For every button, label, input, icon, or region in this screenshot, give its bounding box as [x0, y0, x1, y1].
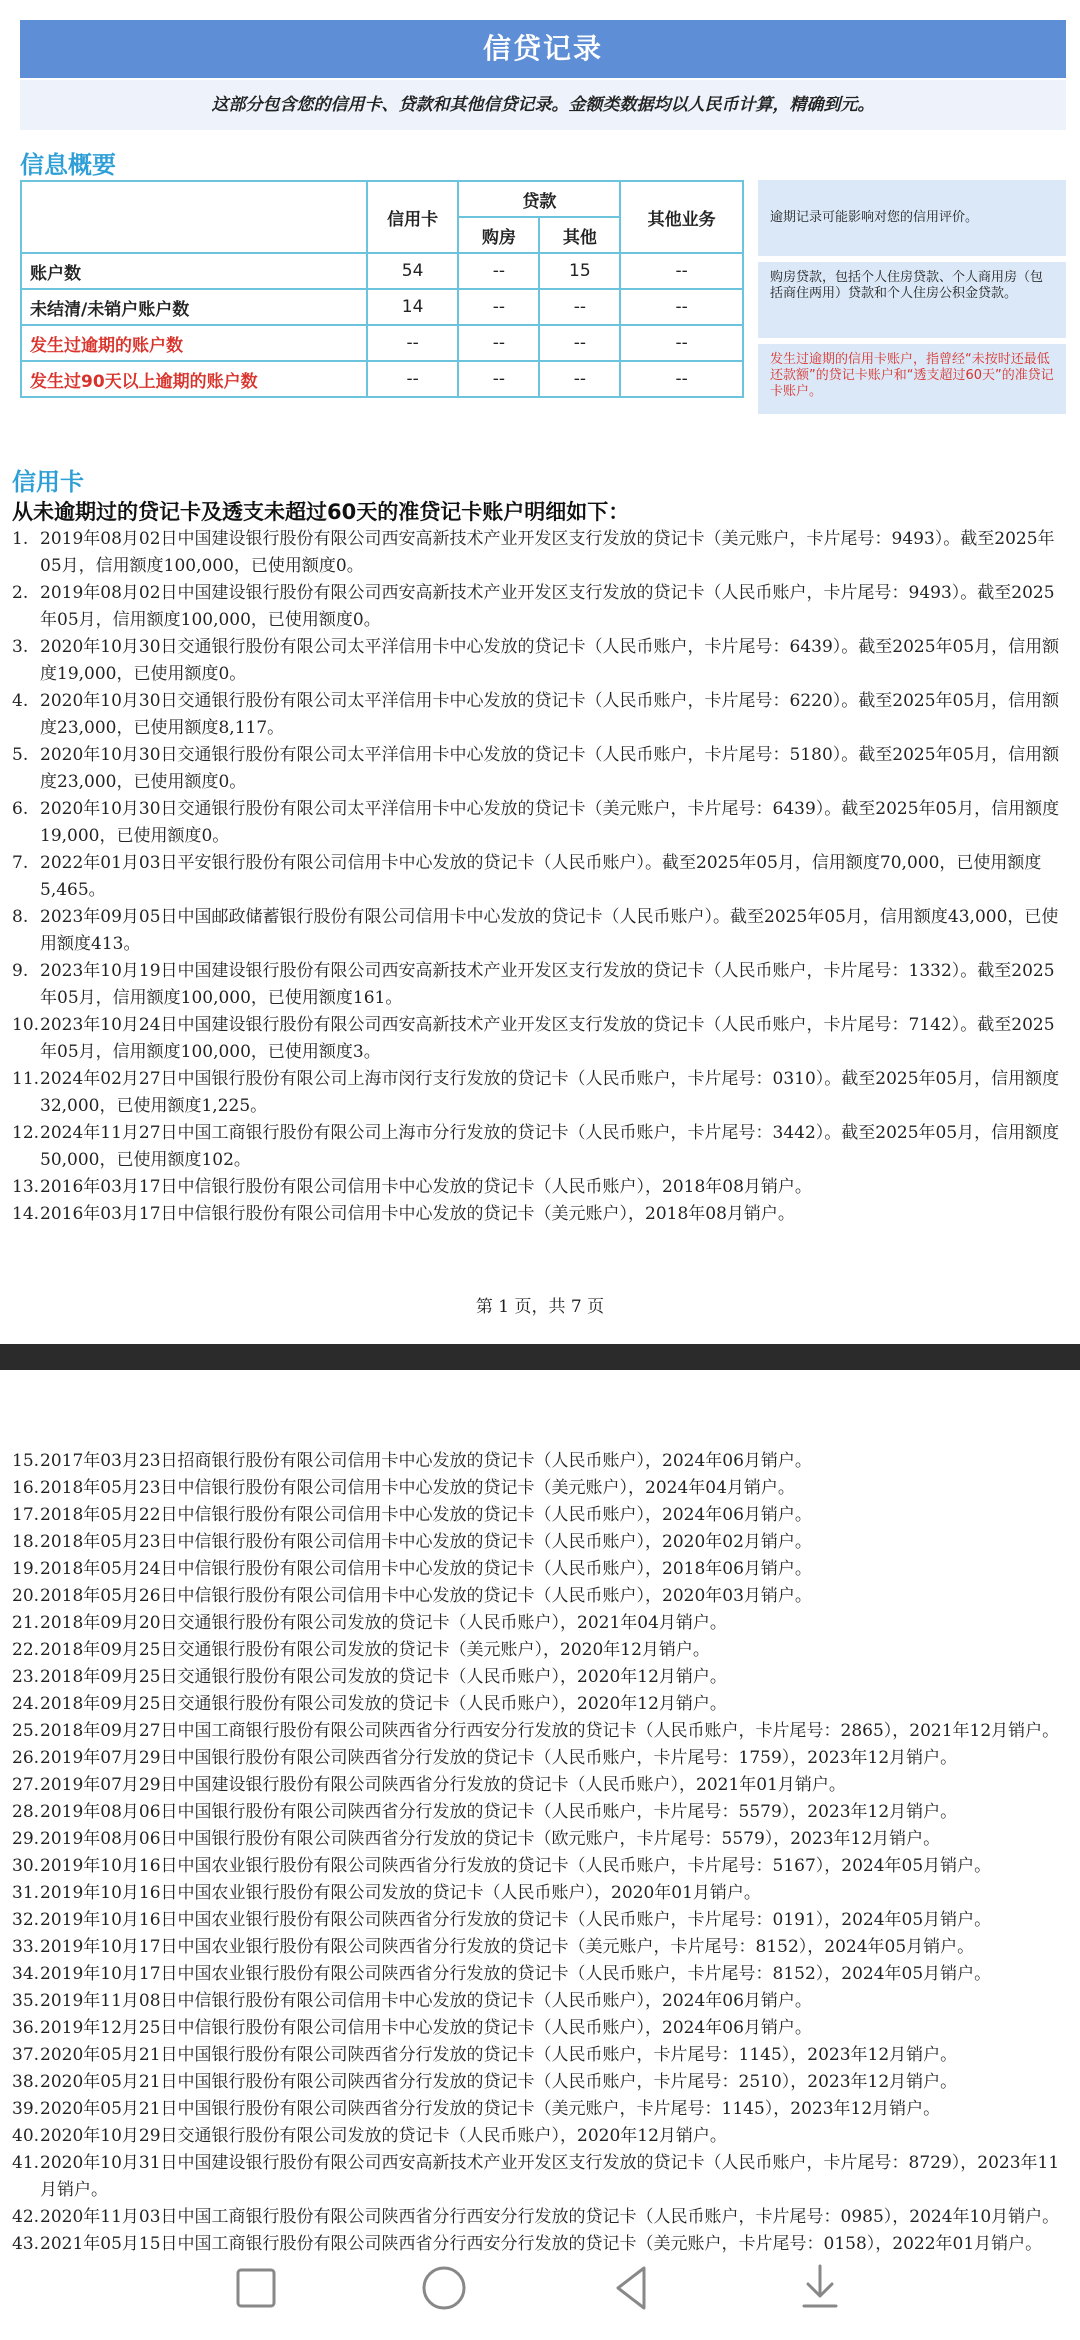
item-text: 2018年09月25日交通银行股份有限公司发放的贷记卡（人民币账户），2020年12月销户。	[40, 1667, 727, 1687]
list-item	[12, 796, 1068, 850]
item-number: 13.	[12, 1177, 40, 1197]
list-item	[12, 1583, 1068, 1610]
item-text: 2018年05月23日中信银行股份有限公司信用卡中心发放的贷记卡（人民币账户），2020年02月销户。	[40, 1532, 812, 1552]
download-icon[interactable]	[792, 2260, 848, 2316]
circle-icon[interactable]	[416, 2260, 472, 2316]
item-number: 22.	[12, 1640, 40, 1660]
item-number: 32.	[12, 1910, 40, 1930]
item-text: 2020年05月21日中国银行股份有限公司陕西省分行发放的贷记卡（人民币账户，卡片尾号：2510），2023年12月销户。	[40, 2072, 958, 2092]
item-text: 2019年07月29日中国银行股份有限公司陕西省分行发放的贷记卡（人民币账户，卡片尾号：1759），2023年12月销户。	[40, 1748, 958, 1768]
list-item	[12, 1201, 1068, 1228]
overview-table	[20, 180, 744, 398]
list-item	[12, 688, 1068, 742]
credit-card-heading: 从未逾期过的贷记卡及透支未超过60天的准贷记卡账户明细如下：	[12, 500, 630, 524]
item-number: 6.	[12, 799, 29, 819]
page-divider	[0, 1344, 1080, 1370]
list-item	[12, 634, 1068, 688]
note-overdue-impact: 逾期记录可能影响对您的信用评价。	[758, 180, 1066, 256]
cell-home: --	[458, 253, 539, 289]
col-credit-card: 信用卡	[367, 181, 458, 253]
list-item	[12, 1664, 1068, 1691]
list-item	[12, 2015, 1068, 2042]
item-number: 3.	[12, 637, 29, 657]
list-item	[12, 1880, 1068, 1907]
item-text: 2018年09月25日交通银行股份有限公司发放的贷记卡（人民币账户），2020年12月销户。	[40, 1694, 727, 1714]
item-text: 2019年08月06日中国银行股份有限公司陕西省分行发放的贷记卡（欧元账户，卡片尾号：5579），2023年12月销户。	[40, 1829, 941, 1849]
col-loan: 贷款	[458, 181, 620, 217]
list-item	[12, 1637, 1068, 1664]
item-text: 2019年08月02日中国建设银行股份有限公司西安高新技术产业开发区支行发放的贷记卡（人民币账户，卡片尾号：9493）。截至2025年05月，信用额度100,000，已使用额度0。	[40, 583, 1055, 630]
item-text: 2018年05月22日中信银行股份有限公司信用卡中心发放的贷记卡（人民币账户），2024年06月销户。	[40, 1505, 812, 1525]
item-text: 2019年08月06日中国银行股份有限公司陕西省分行发放的贷记卡（人民币账户，卡片尾号：5579），2023年12月销户。	[40, 1802, 958, 1822]
item-number: 26.	[12, 1748, 40, 1768]
col-other-business: 其他业务	[620, 181, 743, 253]
list-item	[12, 1988, 1068, 2015]
list-item	[12, 2123, 1068, 2150]
item-text: 2023年10月24日中国建设银行股份有限公司西安高新技术产业开发区支行发放的贷记卡（人民币账户，卡片尾号：7142）。截至2025年05月，信用额度100,000，已使用额度3。	[40, 1015, 1055, 1062]
item-number: 43.	[12, 2234, 40, 2254]
item-number: 11.	[12, 1069, 40, 1089]
list-item	[12, 1012, 1068, 1066]
list-item	[12, 1961, 1068, 1988]
item-text: 2020年10月30日交通银行股份有限公司太平洋信用卡中心发放的贷记卡（人民币账户，卡片尾号：5180）。截至2025年05月，信用额度23,000，已使用额度0。	[40, 745, 1060, 792]
cell-cc: 54	[367, 253, 458, 289]
list-item	[12, 1174, 1068, 1201]
cell-other: --	[539, 289, 620, 325]
credit-card-title: 信用卡	[12, 468, 84, 496]
item-number: 17.	[12, 1505, 40, 1525]
item-number: 18.	[12, 1532, 40, 1552]
item-text: 2018年05月26日中信银行股份有限公司信用卡中心发放的贷记卡（人民币账户），2020年03月销户。	[40, 1586, 812, 1606]
table-corner	[21, 181, 367, 253]
item-text: 2016年03月17日中信银行股份有限公司信用卡中心发放的贷记卡（人民币账户），2018年08月销户。	[40, 1177, 812, 1197]
system-nav-bar	[0, 2232, 1080, 2340]
cell-biz: --	[620, 325, 743, 361]
list-item	[12, 2150, 1068, 2204]
item-text: 2021年05月15日中国工商银行股份有限公司陕西省分行西安分行发放的贷记卡（美元账户，卡片尾号：0158），2022年01月销户。	[40, 2234, 1043, 2254]
list-item	[12, 1691, 1068, 1718]
list-item	[12, 1718, 1068, 1745]
item-number: 29.	[12, 1829, 40, 1849]
item-text: 2020年10月29日交通银行股份有限公司发放的贷记卡（人民币账户），2020年12月销户。	[40, 2126, 727, 2146]
list-item	[12, 1826, 1068, 1853]
overview-title: 信息概要	[20, 151, 116, 179]
item-text: 2023年09月05日中国邮政储蓄银行股份有限公司信用卡中心发放的贷记卡（人民币账户）。截至2025年05月，信用额度43,000，已使用额度413。	[40, 907, 1059, 954]
item-number: 39.	[12, 2099, 40, 2119]
item-text: 2019年10月16日中国农业银行股份有限公司发放的贷记卡（人民币账户），2020年01月销户。	[40, 1883, 761, 1903]
item-number: 21.	[12, 1613, 40, 1633]
item-text: 2019年07月29日中国建设银行股份有限公司陕西省分行发放的贷记卡（人民币账户），2021年01月销户。	[40, 1775, 846, 1795]
item-text: 2020年10月30日交通银行股份有限公司太平洋信用卡中心发放的贷记卡（美元账户，卡片尾号：6439）。截至2025年05月，信用额度19,000，已使用额度0。	[40, 799, 1060, 846]
list-item	[12, 2069, 1068, 2096]
cell-other: 15	[539, 253, 620, 289]
list-item	[12, 1934, 1068, 1961]
list-item	[12, 1556, 1068, 1583]
table-row	[21, 253, 743, 289]
item-number: 34.	[12, 1964, 40, 1984]
item-number: 23.	[12, 1667, 40, 1687]
item-text: 2017年03月23日招商银行股份有限公司信用卡中心发放的贷记卡（人民币账户），2024年06月销户。	[40, 1451, 812, 1471]
list-item	[12, 1799, 1068, 1826]
item-number: 30.	[12, 1856, 40, 1876]
cell-cc: --	[367, 361, 458, 397]
table-row	[21, 361, 743, 397]
item-number: 19.	[12, 1559, 40, 1579]
list-item	[12, 580, 1068, 634]
item-text: 2018年05月23日中信银行股份有限公司信用卡中心发放的贷记卡（美元账户），2024年04月销户。	[40, 1478, 795, 1498]
item-number: 16.	[12, 1478, 40, 1498]
item-number: 7.	[12, 853, 29, 873]
item-number: 14.	[12, 1204, 40, 1224]
credit-card-list-page1	[12, 526, 1068, 1228]
list-item	[12, 1745, 1068, 1772]
item-number: 8.	[12, 907, 29, 927]
list-item	[12, 958, 1068, 1012]
table-row	[21, 325, 743, 361]
list-item	[12, 2042, 1068, 2069]
item-text: 2019年12月25日中信银行股份有限公司信用卡中心发放的贷记卡（人民币账户），2024年06月销户。	[40, 2018, 812, 2038]
triangle-back-icon[interactable]	[604, 2260, 660, 2316]
item-text: 2023年10月19日中国建设银行股份有限公司西安高新技术产业开发区支行发放的贷记卡（人民币账户，卡片尾号：1332）。截至2025年05月，信用额度100,000，已使用额度161。	[40, 961, 1055, 1008]
section-subtitle: 这部分包含您的信用卡、贷款和其他信贷记录。金额类数据均以人民币计算，精确到元。	[20, 80, 1066, 130]
list-item	[12, 1120, 1068, 1174]
row-label: 发生过90天以上逾期的账户数	[21, 361, 367, 397]
item-text: 2022年01月03日平安银行股份有限公司信用卡中心发放的贷记卡（人民币账户）。截至2025年05月，信用额度70,000，已使用额度5,465。	[40, 853, 1042, 900]
item-number: 15.	[12, 1451, 40, 1471]
cell-biz: --	[620, 253, 743, 289]
table-row	[21, 289, 743, 325]
item-text: 2016年03月17日中信银行股份有限公司信用卡中心发放的贷记卡（美元账户），2018年08月销户。	[40, 1204, 795, 1224]
col-loan-home: 购房	[458, 217, 539, 253]
list-item	[12, 1907, 1068, 1934]
overview-notes	[758, 180, 1066, 420]
item-text: 2024年11月27日中国工商银行股份有限公司上海市分行发放的贷记卡（人民币账户，卡片尾号：3442）。截至2025年05月，信用额度50,000，已使用额度102。	[40, 1123, 1060, 1170]
item-number: 24.	[12, 1694, 40, 1714]
square-icon[interactable]	[228, 2260, 284, 2316]
item-text: 2019年10月16日中国农业银行股份有限公司陕西省分行发放的贷记卡（人民币账户，卡片尾号：0191），2024年05月销户。	[40, 1910, 992, 1930]
item-number: 33.	[12, 1937, 40, 1957]
item-text: 2020年05月21日中国银行股份有限公司陕西省分行发放的贷记卡（人民币账户，卡片尾号：1145），2023年12月销户。	[40, 2045, 958, 2065]
row-label: 账户数	[21, 253, 367, 289]
list-item	[12, 850, 1068, 904]
list-item	[12, 1066, 1068, 1120]
item-text: 2018年09月27日中国工商银行股份有限公司陕西省分行西安分行发放的贷记卡（人民币账户，卡片尾号：2865），2021年12月销户。	[40, 1721, 1060, 1741]
item-number: 20.	[12, 1586, 40, 1606]
note-home-loan: 购房贷款，包括个人住房贷款、个人商用房（包括商住两用）贷款和个人住房公积金贷款。	[758, 262, 1066, 338]
list-item	[12, 904, 1068, 958]
item-text: 2019年10月16日中国农业银行股份有限公司陕西省分行发放的贷记卡（人民币账户，卡片尾号：5167），2024年05月销户。	[40, 1856, 992, 1876]
cell-home: --	[458, 289, 539, 325]
credit-card-list-page2	[12, 1448, 1068, 2258]
list-item	[12, 526, 1068, 580]
item-number: 35.	[12, 1991, 40, 2011]
item-text: 2019年11月08日中信银行股份有限公司信用卡中心发放的贷记卡（人民币账户），2024年06月销户。	[40, 1991, 812, 2011]
col-loan-other: 其他	[539, 217, 620, 253]
item-number: 40.	[12, 2126, 40, 2146]
page-number: 第 1 页，共 7 页	[475, 1297, 605, 1317]
cell-home: --	[458, 361, 539, 397]
item-number: 36.	[12, 2018, 40, 2038]
cell-biz: --	[620, 361, 743, 397]
item-text: 2018年05月24日中信银行股份有限公司信用卡中心发放的贷记卡（人民币账户），2018年06月销户。	[40, 1559, 812, 1579]
list-item	[12, 1448, 1068, 1475]
section-banner: 信贷记录	[20, 20, 1066, 78]
list-item	[12, 2096, 1068, 2123]
item-number: 12.	[12, 1123, 40, 1143]
item-number: 9.	[12, 961, 29, 981]
item-number: 41.	[12, 2153, 40, 2173]
item-text: 2019年10月17日中国农业银行股份有限公司陕西省分行发放的贷记卡（美元账户，卡片尾号：8152），2024年05月销户。	[40, 1937, 975, 1957]
item-text: 2024年02月27日中国银行股份有限公司上海市闵行支行发放的贷记卡（人民币账户，卡片尾号：0310）。截至2025年05月，信用额度32,000，已使用额度1,225。	[40, 1069, 1060, 1116]
item-number: 31.	[12, 1883, 40, 1903]
list-item	[12, 1529, 1068, 1556]
list-item	[12, 742, 1068, 796]
list-item	[12, 1475, 1068, 1502]
item-number: 1.	[12, 529, 29, 549]
item-number: 37.	[12, 2045, 40, 2065]
item-text: 2020年11月03日中国工商银行股份有限公司陕西省分行西安分行发放的贷记卡（人民币账户，卡片尾号：0985），2024年10月销户。	[40, 2207, 1060, 2227]
item-text: 2018年09月25日交通银行股份有限公司发放的贷记卡（美元账户），2020年12月销户。	[40, 1640, 710, 1660]
list-item	[12, 2204, 1068, 2231]
item-number: 10.	[12, 1015, 40, 1035]
item-text: 2020年10月30日交通银行股份有限公司太平洋信用卡中心发放的贷记卡（人民币账户，卡片尾号：6439）。截至2025年05月，信用额度19,000，已使用额度0。	[40, 637, 1060, 684]
item-number: 27.	[12, 1775, 40, 1795]
item-number: 5.	[12, 745, 29, 765]
item-text: 2018年09月20日交通银行股份有限公司发放的贷记卡（人民币账户），2021年04月销户。	[40, 1613, 727, 1633]
item-number: 38.	[12, 2072, 40, 2092]
cell-other: --	[539, 361, 620, 397]
item-number: 2.	[12, 583, 29, 603]
cell-cc: 14	[367, 289, 458, 325]
item-number: 42.	[12, 2207, 40, 2227]
item-text: 2020年05月21日中国银行股份有限公司陕西省分行发放的贷记卡（美元账户，卡片尾号：1145），2023年12月销户。	[40, 2099, 941, 2119]
cell-biz: --	[620, 289, 743, 325]
list-item	[12, 1502, 1068, 1529]
cell-cc: --	[367, 325, 458, 361]
item-text: 2019年10月17日中国农业银行股份有限公司陕西省分行发放的贷记卡（人民币账户，卡片尾号：8152），2024年05月销户。	[40, 1964, 992, 1984]
list-item	[12, 1853, 1068, 1880]
item-text: 2020年10月30日交通银行股份有限公司太平洋信用卡中心发放的贷记卡（人民币账户，卡片尾号：6220）。截至2025年05月，信用额度23,000，已使用额度8,117。	[40, 691, 1060, 738]
item-text: 2019年08月02日中国建设银行股份有限公司西安高新技术产业开发区支行发放的贷记卡（美元账户，卡片尾号：9493）。截至2025年05月，信用额度100,000，已使用额度0。	[40, 529, 1055, 576]
row-label: 未结清/未销户账户数	[21, 289, 367, 325]
cell-home: --	[458, 325, 539, 361]
item-number: 25.	[12, 1721, 40, 1741]
row-label: 发生过逾期的账户数	[21, 325, 367, 361]
item-text: 2020年10月31日中国建设银行股份有限公司西安高新技术产业开发区支行发放的贷记卡（人民币账户，卡片尾号：8729），2023年11月销户。	[40, 2153, 1060, 2200]
list-item	[12, 1772, 1068, 1799]
item-number: 4.	[12, 691, 29, 711]
note-overdue-card: 发生过逾期的信用卡账户，指曾经“未按时还最低还款额”的贷记卡账户和“透支超过60天”的准贷记卡账户。	[758, 344, 1066, 414]
item-number: 28.	[12, 1802, 40, 1822]
list-item	[12, 1610, 1068, 1637]
cell-other: --	[539, 325, 620, 361]
